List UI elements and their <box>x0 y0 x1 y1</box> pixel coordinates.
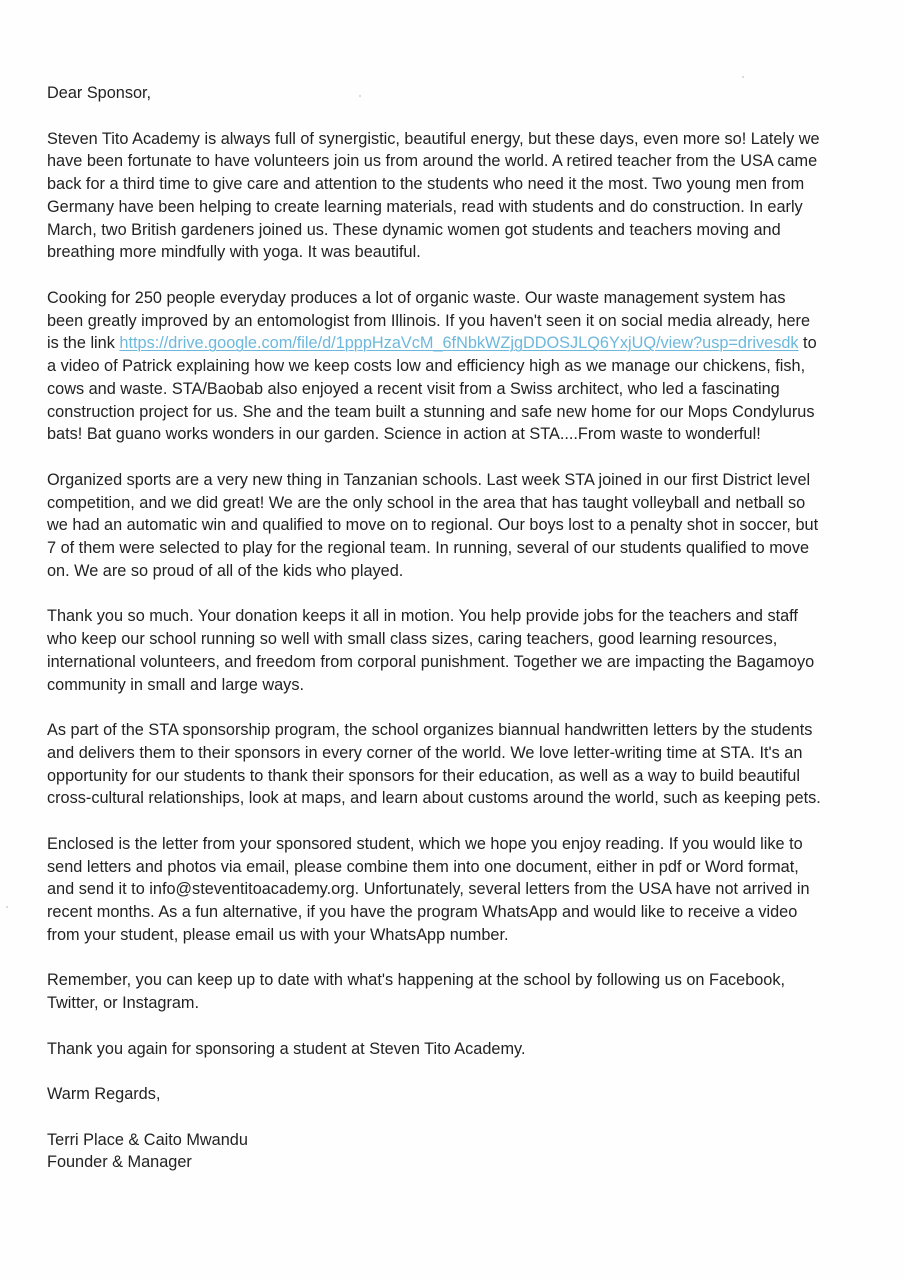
paragraph-text: to a video of Patrick explaining how we keep costs low and efficiency high as we manage our chickens, fish, cows and waste. STA/Baobab also enjoyed a recent visit from a Swiss architect, who led a fascinating construction project for us. She and the team built a stunning and safe new home for our Mops Condylurus bats! Bat guano works wonders in our garden. Science in action at STA....From waste to wonderful! <box>47 334 817 444</box>
paragraph-sports: Organized sports are a very new thing in Tanzanian schools. Last week STA joined in our first District level competition, and we did great! We are the only school in the area that has taught volleyball and netball so we had an automatic win and qualified to move on to regional. Our boys lost to a penalty shot in soccer, but 7 of them were selected to play for the regional team. In running, several of our students qualified to move on. We are so proud of all of the kids who played. <box>47 470 819 580</box>
paragraph-thanks: Thank you so much. Your donation keeps it all in motion. You help provide jobs for the teachers and staff who keep our school running so well with small class sizes, caring teachers, good learning resources, international volunteers, and freedom from corporal punishment. Together we are impacting the Bagamoyo community in small and large ways. <box>47 607 815 694</box>
paragraph-volunteers: Steven Tito Academy is always full of synergistic, beautiful energy, but these days, even more so! Lately we have been fortunate to have volunteers join us from around the world. A retired teacher from the USA came back for a third time to give care and attention to the students who need it the most. Two young men from Germany have been helping to create learning materials, read with students and do construction. In early March, two British gardeners joined us. These dynamic women got students and teachers moving and breathing more mindfully with yoga. It was beautiful. <box>47 129 820 262</box>
signature-names: Terri Place & Caito Mwandu <box>47 1130 248 1149</box>
paper-speck <box>6 906 8 908</box>
closing: Warm Regards, <box>47 1085 161 1103</box>
paragraph-text: Cooking for 250 people everyday produces a lot of organic waste. Our waste management system has been greatly improved by an entomologist from Illinois. If you haven't seen it on social media already, here is the link <box>47 288 811 353</box>
salutation: Dear Sponsor, <box>47 84 152 102</box>
paragraph-final-thanks: Thank you again for sponsoring a student at Steven Tito Academy. <box>47 1039 526 1058</box>
signature-block <box>47 1129 822 1175</box>
paragraph-social-media: Remember, you can keep up to date with what's happening at the school by following us on Facebook, Twitter, or Instagram. <box>47 971 786 1012</box>
video-link[interactable]: https://drive.google.com/file/d/1pppHzaVcM_6fNbkWZjgDDOSJLQ6YxjUQ/view?usp=drivesdk <box>119 334 799 353</box>
letter-body <box>47 82 822 1174</box>
paper-speck <box>742 76 744 78</box>
signature-titles: Founder & Manager <box>47 1153 192 1172</box>
paragraph-sponsorship-letters: As part of the STA sponsorship program, the school organizes biannual handwritten letters by the students and delivers them to their sponsors in every corner of the world. We love letter-writing time at STA. It's an opportunity for our students to thank their sponsors for their education, as well as a way to build beautiful cross-cultural relationships, look at maps, and learn about customs around the world, such as keeping pets. <box>47 721 821 808</box>
paragraph-waste-management <box>47 287 822 446</box>
paragraph-enclosed-letter: Enclosed is the letter from your sponsored student, which we hope you enjoy reading. If you would like to send letters and photos via email, please combine them into one document, either in pdf or Word format, and send it to info@steventitoacademy.org. Unfortunately, several letters from the USA have not arrived in recent months. As a fun alternative, if you have the program WhatsApp and would like to receive a video from your student, please email us with your WhatsApp number. <box>47 834 810 944</box>
